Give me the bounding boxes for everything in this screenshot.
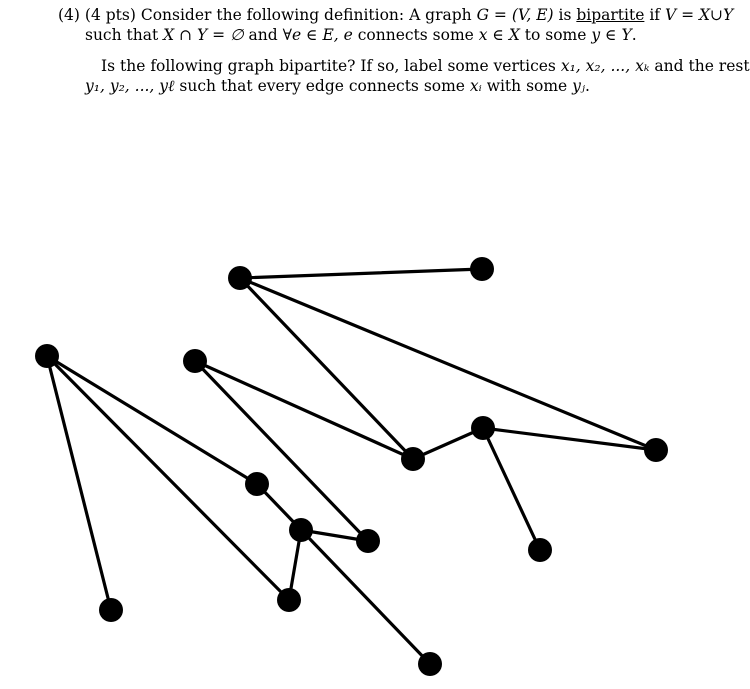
definition-text: to some — [519, 26, 592, 44]
question-text: . — [585, 77, 590, 95]
graph-vertex — [471, 416, 495, 440]
problem-points: (4 pts) — [84, 6, 136, 24]
math-graph: G = (V, E) — [476, 6, 554, 24]
math-vertex-set: V = X∪Y — [664, 6, 734, 24]
graph-edge — [195, 361, 413, 459]
question-text: with some — [481, 77, 573, 95]
graph-vertex — [245, 472, 269, 496]
definition-text: such that — [85, 26, 164, 44]
graph-vertices — [35, 257, 668, 676]
math-disjoint: X ∩ Y = ∅ — [163, 26, 244, 44]
definition-text: and — [243, 26, 283, 44]
definition-text: connects some — [352, 26, 479, 44]
graph-vertex — [228, 266, 252, 290]
math-y-in-Y: y ∈ Y — [591, 26, 632, 44]
definition-text: Consider the following definition: A graph — [140, 6, 477, 24]
question-text: such that every edge connects some — [174, 77, 470, 95]
graph-vertex — [356, 529, 380, 553]
graph-edge — [257, 484, 430, 664]
definition-text: . — [631, 26, 637, 44]
math-forall-edge: ∀e ∈ E, e — [282, 26, 353, 44]
graph-vertex — [418, 652, 442, 676]
math-yj: yⱼ — [572, 77, 586, 95]
graph-vertex — [35, 344, 59, 368]
math-xi: xᵢ — [469, 77, 482, 95]
graph-vertex — [401, 447, 425, 471]
graph-vertex — [644, 438, 668, 462]
definition-text: is — [553, 6, 577, 24]
math-x-in-X: x ∈ X — [478, 26, 520, 44]
question-text: Is the following graph bipartite? If so, label some vertices — [101, 57, 561, 75]
term-bipartite: bipartite — [576, 6, 645, 24]
graph-edge — [240, 269, 482, 278]
graph-vertex — [99, 598, 123, 622]
graph-vertex — [470, 257, 494, 281]
graph-vertex — [528, 538, 552, 562]
graph-vertex — [183, 349, 207, 373]
graph-edge — [483, 428, 540, 550]
graph-vertex — [277, 588, 301, 612]
graph-edge — [240, 278, 656, 450]
graph-edge — [195, 361, 368, 541]
graph-edges — [47, 269, 656, 664]
graph-edge — [240, 278, 413, 459]
question-text: and the rest — [649, 57, 750, 75]
math-y-labels: y₁, y₂, ..., yℓ — [85, 77, 175, 95]
math-x-labels: x₁, x₂, ..., xₖ — [560, 57, 650, 75]
graph-edge — [47, 356, 111, 610]
definition-text: if — [644, 6, 665, 24]
graph-vertex — [289, 518, 313, 542]
problem-number: (4) — [58, 6, 80, 24]
